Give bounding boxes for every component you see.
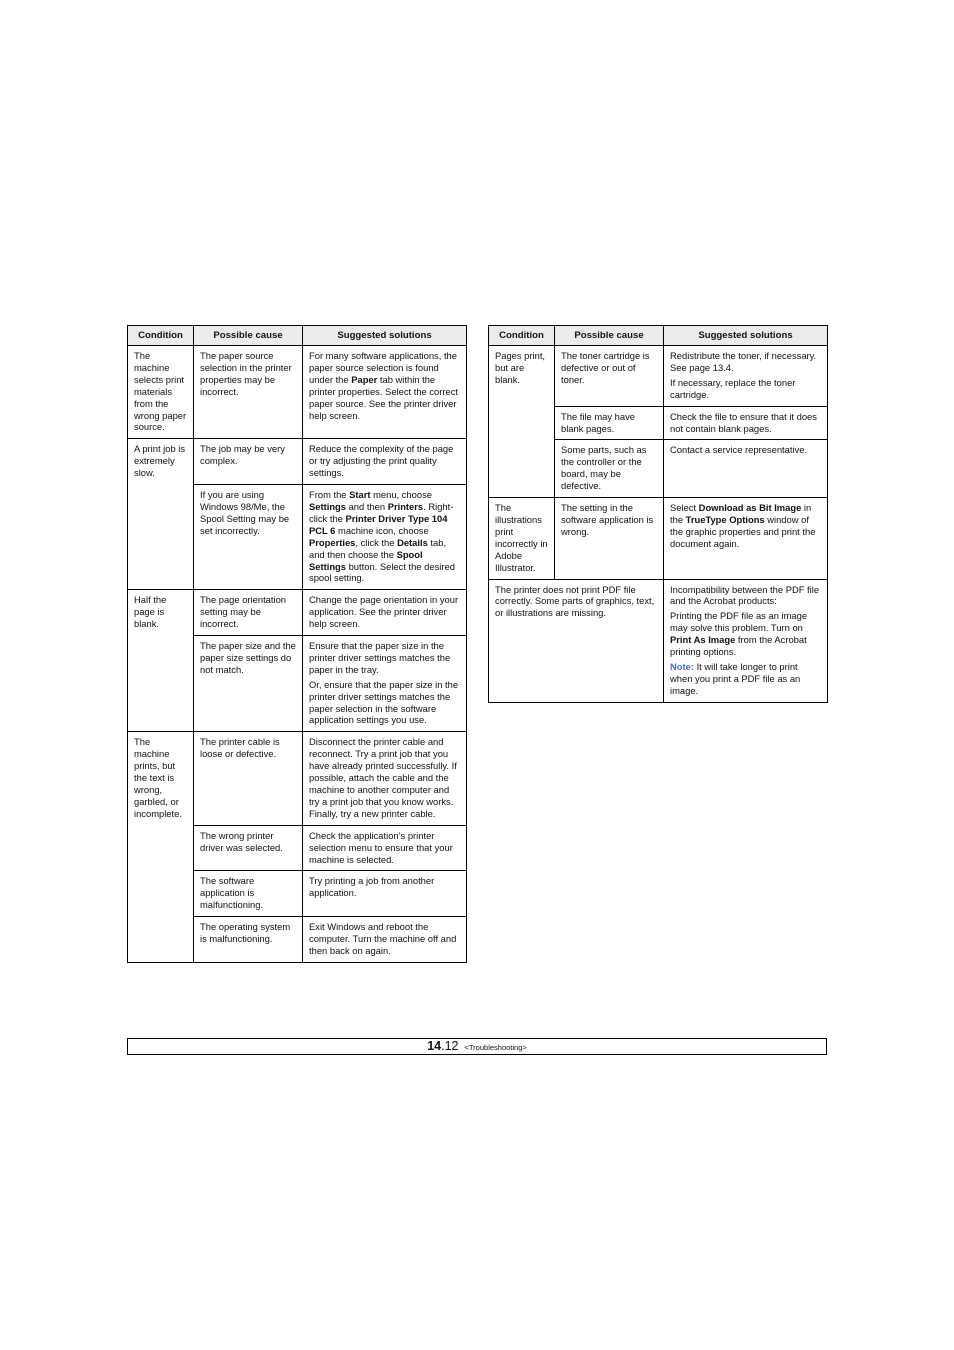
solution-text — [309, 443, 461, 479]
solution-cell — [303, 590, 467, 636]
text-run: Redistribute the toner, if necessary. See page 13.4. — [670, 350, 817, 373]
solution-cell — [664, 346, 828, 407]
text-run: Contact a service representative. — [670, 444, 808, 456]
bold-term: Details — [397, 536, 428, 548]
solution-cell — [664, 579, 828, 702]
solution-paragraph — [670, 584, 822, 608]
page-number: .12 — [441, 1039, 459, 1053]
solution-text — [309, 736, 461, 819]
solution-cell — [303, 439, 467, 485]
solution-text — [670, 502, 822, 550]
solution-paragraph — [670, 444, 822, 456]
solution-text — [670, 584, 822, 697]
condition-cell: A print job is extremely slow. — [128, 439, 194, 590]
bold-term: Start — [349, 489, 371, 501]
cause-cell: The toner cartridge is defective or out of toner. — [555, 346, 664, 407]
text-run: If necessary, replace the toner cartridge. — [670, 376, 796, 400]
text-run: tab within the printer properties. Select the correct paper source. See the printer driver help screen. — [309, 373, 459, 421]
table-row — [489, 498, 828, 579]
cause-cell: The software application is malfunctioning. — [194, 871, 303, 917]
solution-paragraph — [670, 377, 822, 401]
text-run: Reduce the complexity of the page or try adjusting the print quality settings. — [309, 443, 454, 479]
cause-cell: If you are using Windows 98/Me, the Spool Setting may be set incorrectly. — [194, 485, 303, 590]
chapter-name: <Troubleshooting> — [464, 1043, 527, 1052]
table-row — [489, 579, 828, 702]
text-run: and then — [345, 500, 388, 512]
solution-cell — [303, 917, 467, 963]
text-run: Printing the PDF file as an image may solve this problem. Turn on — [670, 610, 808, 634]
text-run: It will take longer to print when you print a PDF file as an image. — [670, 660, 801, 696]
solution-cell — [303, 346, 467, 439]
text-run: Disconnect the printer cable and reconnect. Try a print job that you have already printed successfully. If possible, attach the cable and the machine to another computer and try a print job that you know works. Finally, try a new printer cable. — [309, 736, 457, 819]
text-run: Change the page orientation in your application. See the printer driver help screen. — [309, 594, 459, 630]
solution-text — [309, 489, 461, 584]
text-run: Try printing a job from another application. — [309, 875, 435, 899]
bold-term: Print As Image — [670, 634, 736, 646]
solution-paragraph — [670, 610, 822, 658]
solution-paragraph — [309, 921, 461, 957]
table-header-row — [489, 326, 828, 346]
text-run: For many software applications, the paper source selection is found under the — [309, 350, 457, 385]
solution-paragraph — [670, 350, 822, 374]
text-run: menu, choose — [370, 489, 432, 501]
condition-cell: Half the page is blank. — [128, 590, 194, 732]
text-run: machine icon, choose — [335, 524, 429, 536]
solution-text — [309, 350, 461, 421]
text-run: from the Acrobat printing options. — [670, 634, 807, 658]
solution-paragraph — [309, 679, 461, 727]
solution-paragraph — [670, 661, 822, 697]
bold-term: Properties — [309, 536, 356, 548]
table-header-row — [128, 326, 467, 346]
cause-cell: The page orientation setting may be incorrect. — [194, 590, 303, 636]
table-row — [128, 590, 467, 636]
solution-cell — [303, 871, 467, 917]
solution-cell — [303, 732, 467, 825]
note-label: Note: — [670, 660, 694, 672]
solution-paragraph — [309, 489, 461, 584]
solution-paragraph — [309, 640, 461, 676]
troubleshooting-table-left — [127, 325, 467, 963]
solution-paragraph — [309, 736, 461, 819]
table-row — [489, 346, 828, 407]
solution-paragraph — [309, 830, 461, 866]
solution-paragraph — [670, 502, 822, 550]
troubleshooting-table-right — [488, 325, 828, 703]
text-run: Exit Windows and reboot the computer. Turn the machine off and then back on again. — [309, 921, 457, 956]
table-row — [128, 346, 467, 439]
text-run: , click the — [355, 536, 398, 548]
text-run: . Right-click the — [309, 500, 454, 524]
condition-cell: Pages print, but are blank. — [489, 346, 555, 498]
solution-text — [670, 350, 822, 401]
text-run: Check the application’s printer selection menu to ensure that your machine is selected. — [309, 829, 453, 865]
text-run: button. Select the desired spool setting. — [309, 560, 455, 584]
footer-text — [128, 1039, 826, 1055]
solution-text — [309, 830, 461, 866]
header-condition: Condition — [489, 326, 555, 346]
cause-cell: The wrong printer driver was selected. — [194, 825, 303, 871]
solution-paragraph — [309, 350, 461, 421]
solution-cell — [664, 406, 828, 440]
solution-text — [670, 411, 822, 435]
solution-paragraph — [670, 411, 822, 435]
header-possible-cause: Possible cause — [194, 326, 303, 346]
header-suggested-solutions: Suggested solutions — [303, 326, 467, 346]
page-footer — [127, 1038, 827, 1055]
condition-cell: The printer does not print PDF file correctly. Some parts of graphics, text, or illustrations are missing. — [489, 579, 664, 702]
table-row — [128, 439, 467, 485]
solution-text — [309, 875, 461, 899]
text-run: From the — [309, 489, 350, 501]
cause-cell: The operating system is malfunctioning. — [194, 917, 303, 963]
solution-text — [309, 921, 461, 957]
header-possible-cause: Possible cause — [555, 326, 664, 346]
bold-term: Spool Settings — [309, 548, 423, 572]
text-run: Incompatibility between the PDF file and the Acrobat products: — [670, 583, 820, 607]
solution-paragraph — [309, 875, 461, 899]
solution-cell — [664, 498, 828, 579]
condition-cell: The machine selects print materials from the wrong paper source. — [128, 346, 194, 439]
solution-cell — [303, 636, 467, 732]
table-row — [128, 732, 467, 825]
header-condition: Condition — [128, 326, 194, 346]
condition-cell: The illustrations print incorrectly in Adobe Illustrator. — [489, 498, 555, 579]
solution-cell — [303, 825, 467, 871]
bold-term: Paper — [351, 373, 378, 385]
header-suggested-solutions: Suggested solutions — [664, 326, 828, 346]
section-number: 14 — [427, 1039, 442, 1053]
text-run: Check the file to ensure that it does not contain blank pages. — [670, 410, 817, 434]
solution-paragraph — [309, 443, 461, 479]
bold-term: Printer Driver Type 104 PCL 6 — [309, 512, 448, 536]
text-run: tab, and then choose the — [309, 536, 447, 560]
bold-term: Settings — [309, 500, 346, 512]
cause-cell: The setting in the software application is wrong. — [555, 498, 664, 579]
solution-text — [309, 594, 461, 630]
table-body — [489, 346, 828, 703]
cause-cell: Some parts, such as the controller or the board, may be defective. — [555, 440, 664, 498]
text-run: Ensure that the paper size in the printer driver settings matches the paper in the tray. — [309, 640, 451, 675]
solution-cell — [303, 485, 467, 590]
text-run: window of the graphic properties and print the document again. — [670, 513, 816, 549]
bold-term: Download as Bit Image — [698, 502, 802, 514]
condition-cell: The machine prints, but the text is wrong, garbled, or incomplete. — [128, 732, 194, 963]
solution-cell — [664, 440, 828, 498]
cause-cell: The paper size and the paper size settings do not match. — [194, 636, 303, 732]
bold-term: Printers — [387, 500, 424, 512]
cause-cell: The printer cable is loose or defective. — [194, 732, 303, 825]
cause-cell: The file may have blank pages. — [555, 406, 664, 440]
text-run: in the — [670, 502, 812, 525]
bold-term: TrueType Options — [685, 513, 765, 525]
cause-cell: The paper source selection in the printer properties may be incorrect. — [194, 346, 303, 439]
solution-text — [670, 444, 822, 456]
text-run: Or, ensure that the paper size in the printer driver settings matches the paper selection in the software application settings you use. — [309, 678, 459, 726]
solution-paragraph — [309, 594, 461, 630]
cause-cell: The job may be very complex. — [194, 439, 303, 485]
table-body — [128, 346, 467, 963]
text-run: Select — [670, 502, 699, 514]
solution-text — [309, 640, 461, 726]
